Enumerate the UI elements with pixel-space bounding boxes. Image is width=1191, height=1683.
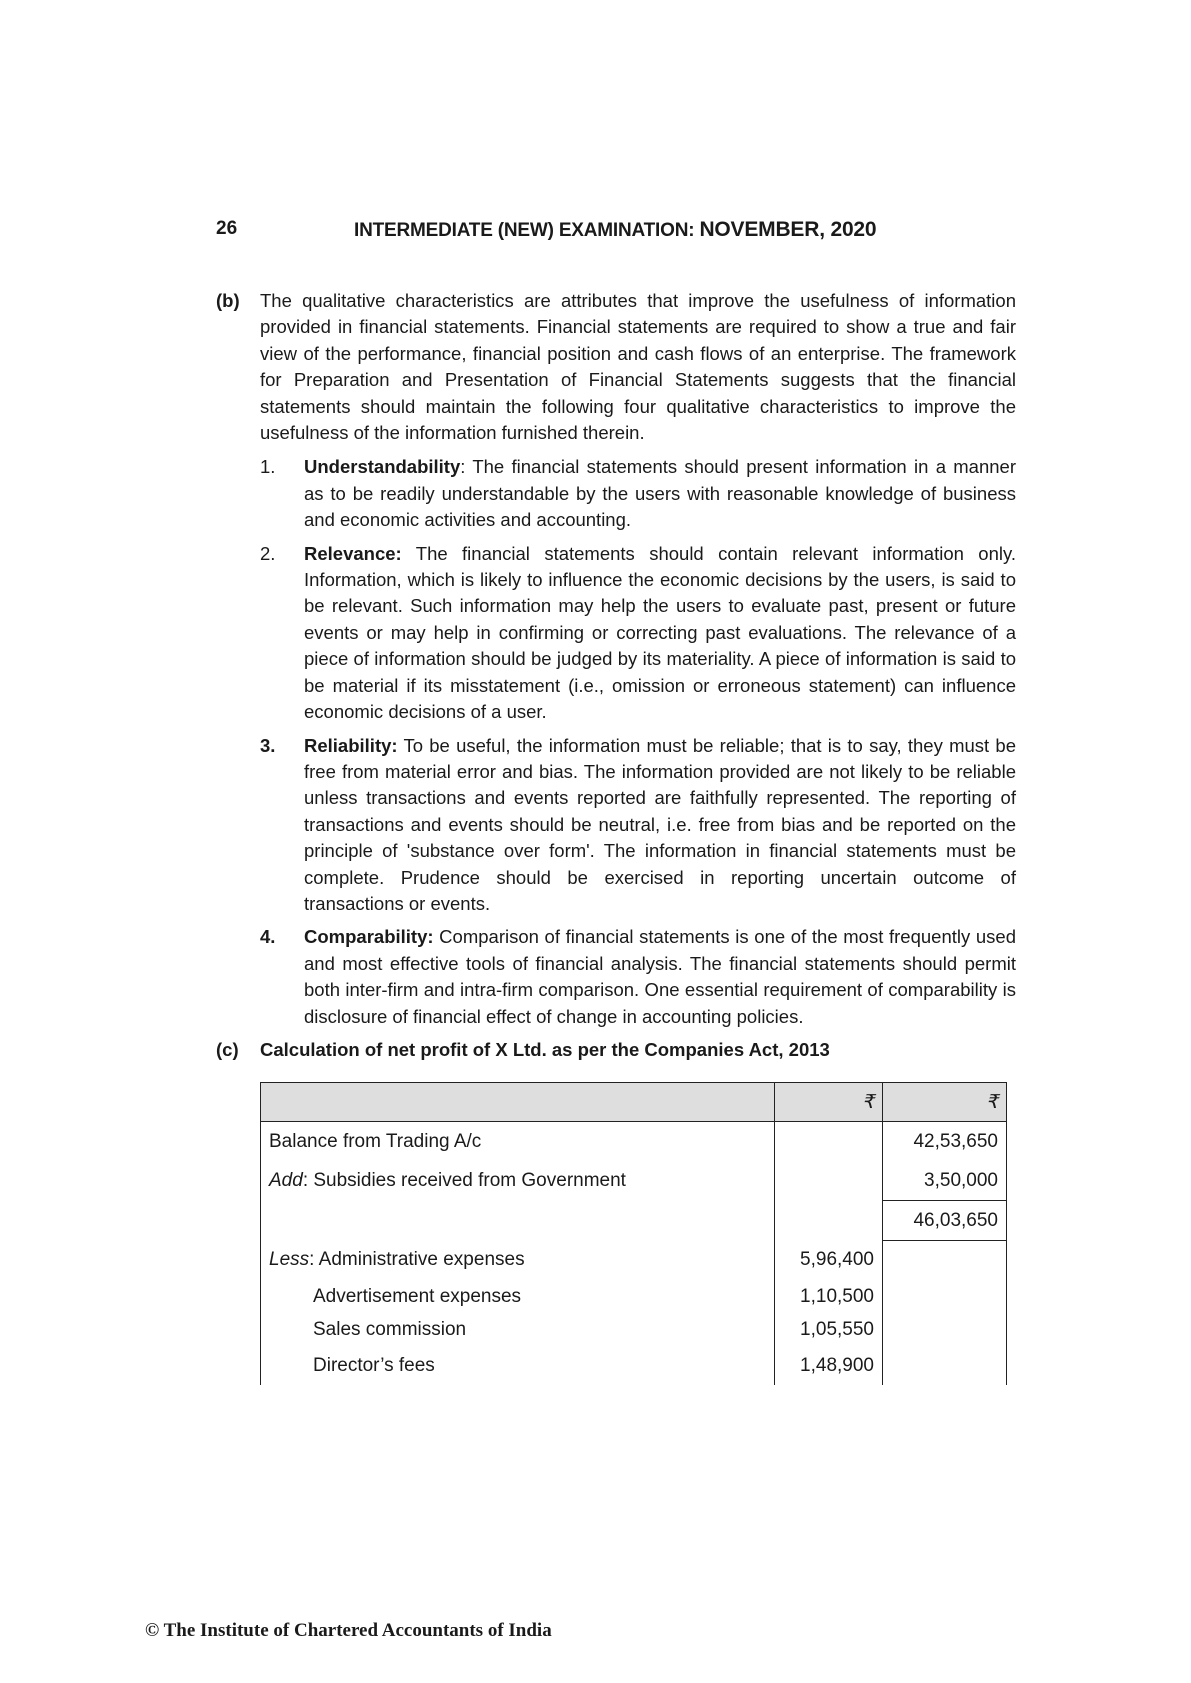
row-label [261, 1241, 775, 1281]
item-title: Understandability [304, 456, 461, 478]
item-title: Reliability: [304, 734, 398, 756]
document-body [216, 288, 1016, 1063]
row-amount [775, 1122, 883, 1162]
row-label: Advertisement expenses [261, 1280, 775, 1313]
section-b-label: (b) [216, 290, 240, 311]
item-paragraph [304, 454, 1016, 533]
row-label [261, 1201, 775, 1241]
row-amount: 1,05,550 [775, 1313, 883, 1346]
item-number: 3. [260, 734, 276, 756]
row-label: Balance from Trading A/c [261, 1122, 775, 1162]
item-paragraph [304, 924, 1016, 1030]
characteristics-list [260, 454, 1016, 1030]
row-total: 42,53,650 [883, 1122, 1007, 1162]
list-item [260, 541, 1016, 726]
header-date: NOVEMBER, 2020 [699, 218, 877, 241]
currency-header: ₹ [775, 1083, 883, 1122]
row-total: 3,50,000 [883, 1161, 1007, 1201]
table-row [261, 1346, 1007, 1385]
row-label-text: : Administrative expenses [309, 1249, 525, 1271]
item-number: 4. [260, 926, 276, 948]
item-text: The financial statements should contain relevant information only. Information, which is likely to influence the economic decisions by the users, is said to be relevant. Such information may help the users to evaluate past, present or future events or may help in confirming or correcting past evaluations. The relevance of a piece of information should be judged by its materiality. A piece of information is said to be material if its misstatement (i.e., omission or erroneous statement) can influence economic decisions of a user. [304, 542, 1016, 723]
item-title: Relevance: [304, 542, 402, 564]
item-number: 2. [260, 542, 276, 564]
section-b [216, 288, 1016, 1030]
subtotal-cell: 46,03,650 [883, 1201, 1007, 1241]
footer-copyright: © The Institute of Chartered Accountants of India [145, 1620, 552, 1641]
item-text: Comparison of financial statements is one of the most frequently used and most effective tools of financial analysis. The financial statements should permit both inter-firm and intra-firm comparison. One essential requirement of comparability is disclosure of financial effect of change in accounting policies. [304, 926, 1016, 1027]
row-total [883, 1241, 1007, 1281]
row-amount [775, 1161, 883, 1201]
row-total [883, 1280, 1007, 1313]
row-prefix: Less [269, 1249, 310, 1271]
row-amount: 5,96,400 [775, 1241, 883, 1281]
table-row [261, 1122, 1007, 1162]
item-paragraph [304, 733, 1016, 918]
row-label [261, 1161, 775, 1201]
row-amount: 1,48,900 [775, 1346, 883, 1385]
row-label-text: : Subsidies received from Government [302, 1169, 626, 1191]
row-amount [775, 1201, 883, 1241]
list-item [260, 454, 1016, 533]
header-blank-cell [261, 1083, 775, 1122]
row-total [883, 1313, 1007, 1346]
section-c-title: Calculation of net profit of X Ltd. as per the Companies Act, 2013 [260, 1038, 830, 1060]
row-total [883, 1346, 1007, 1385]
item-title: Comparability: [304, 926, 434, 948]
item-text: To be useful, the information must be reliable; that is to say, they must be free from material error and bias. The information provided are not likely to be reliable unless transactions and events reported are faithfully represented. The reporting of transactions and events should be neutral, i.e. free from bias and be reported on the principle of 'substance over form'. The information in financial statements must be complete. Prudence should be exercised in reporting uncertain outcome of transactions or events. [304, 734, 1016, 914]
table-row [261, 1313, 1007, 1346]
list-item [260, 733, 1016, 918]
item-text: : The financial statements should present information in a manner as to be readily understandable by the users with reasonable knowledge of business and economic activities and accounting. [304, 456, 1016, 531]
list-item [260, 924, 1016, 1030]
row-amount: 1,10,500 [775, 1280, 883, 1313]
section-c-label: (c) [216, 1038, 239, 1060]
header-title: INTERMEDIATE (NEW) EXAMINATION: [354, 220, 695, 241]
item-paragraph [304, 541, 1016, 726]
table-row [261, 1201, 1007, 1241]
net-profit-table [260, 1082, 1007, 1385]
section-c [216, 1037, 1016, 1063]
table-header-row [261, 1083, 1007, 1122]
running-header [354, 218, 876, 242]
row-label: Sales commission [261, 1313, 775, 1346]
row-label: Director’s fees [261, 1346, 775, 1385]
table-row [261, 1241, 1007, 1281]
currency-header: ₹ [883, 1083, 1007, 1122]
section-b-intro: The qualitative characteristics are attributes that improve the usefulness of information provided in financial statements. Financial statements are required to show a true and fair view of the performance, financial position and cash flows of an enterprise. The framework for Preparation and Presentation of Financial Statements suggests that the financial statements should maintain the following four qualitative characteristics to improve the usefulness of the information furnished therein. [260, 290, 1016, 444]
table-row [261, 1161, 1007, 1201]
row-prefix: Add [269, 1169, 303, 1191]
item-number: 1. [260, 456, 276, 478]
table-row [261, 1280, 1007, 1313]
page-number: 26 [216, 218, 238, 239]
